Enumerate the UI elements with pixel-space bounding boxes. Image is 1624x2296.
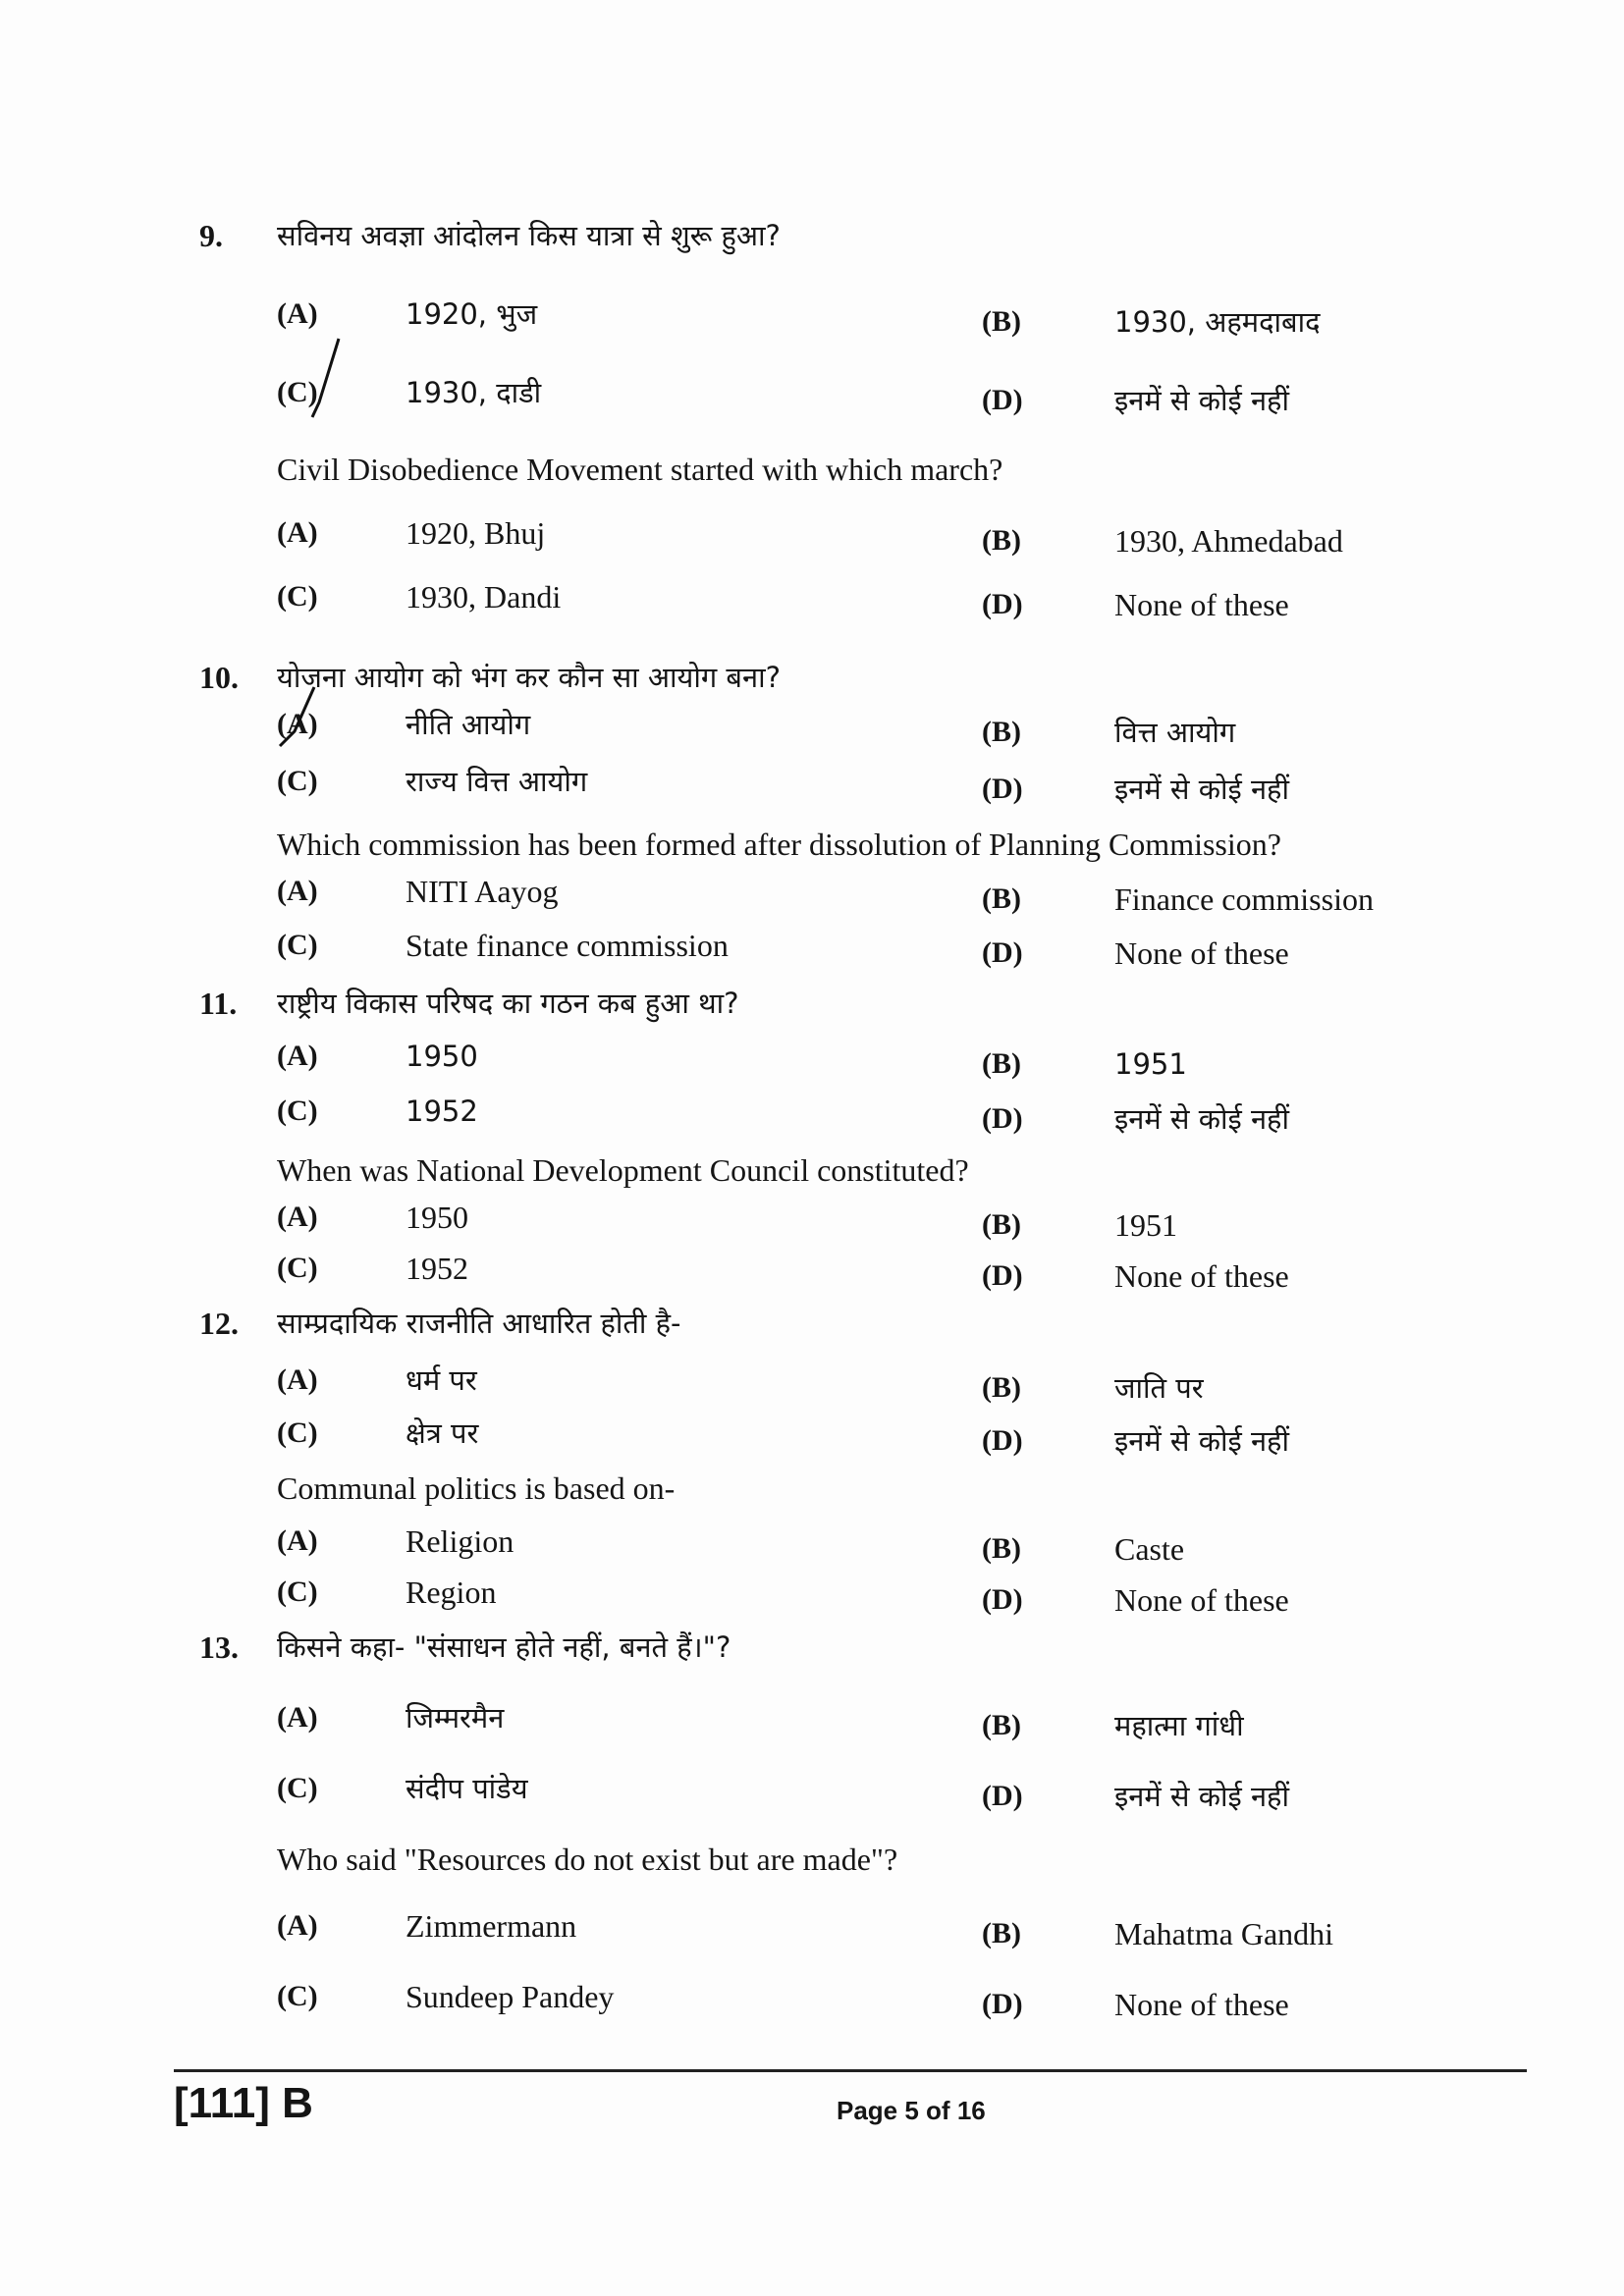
option-label: (C) xyxy=(277,1772,318,1804)
tick-mark-icon xyxy=(312,339,339,417)
option-hindi-b: 1930, अहमदाबाद xyxy=(1114,305,1321,339)
option-english-c: State finance commission xyxy=(406,928,729,963)
option-label: (D) xyxy=(982,588,1023,620)
option-hindi-c: क्षेत्र पर xyxy=(406,1416,479,1450)
question-text-hindi: सविनय अवज्ञा आंदोलन किस यात्रा से शुरू हुआ? xyxy=(277,219,781,252)
question-text-english: Civil Disobedience Movement started with which march? xyxy=(277,452,1003,487)
option-english-c: 1952 xyxy=(406,1251,468,1286)
question-number: 10. xyxy=(199,660,239,695)
option-hindi-a: धर्म पर xyxy=(406,1363,477,1397)
option-english-a: 1920, Bhuj xyxy=(406,515,546,551)
option-hindi-b: महात्मा गांधी xyxy=(1114,1709,1244,1742)
option-hindi-c: 1952 xyxy=(406,1095,478,1128)
option-english-b: Finance commission xyxy=(1114,881,1374,917)
option-label: (B) xyxy=(982,305,1021,338)
option-hindi-d: इनमें से कोई नहीं xyxy=(1114,384,1289,417)
option-hindi-a: नीति आयोग xyxy=(406,708,531,741)
option-label: (A) xyxy=(277,708,318,740)
option-label: (A) xyxy=(277,1909,318,1942)
option-label: (C) xyxy=(277,929,318,961)
question-text-hindi: योजना आयोग को भंग कर कौन सा आयोग बना? xyxy=(277,661,781,694)
question-number: 13. xyxy=(199,1629,239,1665)
option-english-b: Caste xyxy=(1114,1531,1185,1567)
footer-divider xyxy=(174,2069,1527,2072)
option-label: (C) xyxy=(277,1252,318,1284)
option-label: (D) xyxy=(982,1780,1023,1812)
question-text-english: Who said "Resources do not exist but are made"? xyxy=(277,1842,898,1877)
question-number: 11. xyxy=(199,986,238,1021)
option-label: (B) xyxy=(982,1208,1021,1241)
option-label: (C) xyxy=(277,580,318,613)
option-hindi-c: संदीप पांडेय xyxy=(406,1772,528,1805)
option-label: (D) xyxy=(982,1583,1023,1616)
question-text-hindi: साम्प्रदायिक राजनीति आधारित होती है- xyxy=(277,1307,681,1340)
option-hindi-d: इनमें से कोई नहीं xyxy=(1114,773,1289,806)
option-english-a: Zimmermann xyxy=(406,1908,577,1944)
option-label: (D) xyxy=(982,773,1023,805)
option-english-a: Religion xyxy=(406,1523,514,1559)
option-label: (B) xyxy=(982,1917,1021,1949)
option-english-c: 1930, Dandi xyxy=(406,579,562,614)
option-label: (A) xyxy=(277,1363,318,1396)
option-label: (C) xyxy=(277,765,318,797)
question-text-english: Which commission has been formed after dissolution of Planning Commission? xyxy=(277,827,1281,862)
option-english-d: None of these xyxy=(1114,1987,1289,2022)
option-label: (D) xyxy=(982,1424,1023,1457)
option-label: (B) xyxy=(982,1532,1021,1565)
option-label: (C) xyxy=(277,1416,318,1449)
option-hindi-a: 1950 xyxy=(406,1040,478,1073)
option-english-b: 1951 xyxy=(1114,1207,1177,1243)
page-number: Page 5 of 16 xyxy=(837,2096,986,2125)
option-english-b: 1930, Ahmedabad xyxy=(1114,523,1343,559)
option-english-c: Region xyxy=(406,1575,497,1610)
option-label: (A) xyxy=(277,297,318,330)
option-hindi-a: 1920, भुज xyxy=(406,297,538,331)
option-label: (A) xyxy=(277,1524,318,1557)
option-hindi-d: इनमें से कोई नहीं xyxy=(1114,1780,1289,1813)
question-text-hindi: राष्ट्रीय विकास परिषद का गठन कब हुआ था? xyxy=(277,987,739,1020)
option-hindi-d: इनमें से कोई नहीं xyxy=(1114,1424,1289,1458)
option-hindi-b: 1951 xyxy=(1114,1047,1187,1081)
option-label: (B) xyxy=(982,524,1021,557)
option-label: (B) xyxy=(982,882,1021,915)
option-label: (C) xyxy=(277,1980,318,2012)
question-number: 12. xyxy=(199,1306,239,1341)
option-label: (A) xyxy=(277,875,318,907)
option-hindi-c: 1930, दाडी xyxy=(406,376,542,409)
option-label: (C) xyxy=(277,376,318,408)
option-label: (C) xyxy=(277,1095,318,1127)
option-label: (A) xyxy=(277,1040,318,1072)
option-hindi-a: जिम्मरमैन xyxy=(406,1701,505,1735)
tick-mark-icon xyxy=(280,687,314,746)
question-number: 9. xyxy=(199,218,223,253)
option-hindi-b: वित्त आयोग xyxy=(1114,716,1236,749)
option-hindi-b: जाति पर xyxy=(1114,1371,1204,1405)
option-label: (A) xyxy=(277,1201,318,1233)
option-label: (B) xyxy=(982,1709,1021,1741)
option-label: (B) xyxy=(982,1371,1021,1404)
option-label: (D) xyxy=(982,384,1023,416)
option-english-b: Mahatma Gandhi xyxy=(1114,1916,1334,1951)
option-label: (D) xyxy=(982,1259,1023,1292)
question-text-english: When was National Development Council constituted? xyxy=(277,1152,969,1188)
option-label: (D) xyxy=(982,1102,1023,1135)
option-hindi-c: राज्य वित्त आयोग xyxy=(406,765,588,798)
option-english-d: None of these xyxy=(1114,587,1289,622)
option-label: (D) xyxy=(982,1988,1023,2020)
option-english-d: None of these xyxy=(1114,935,1289,971)
option-english-a: NITI Aayog xyxy=(406,874,559,909)
question-text-english: Communal politics is based on- xyxy=(277,1470,676,1506)
option-label: (D) xyxy=(982,936,1023,969)
option-english-c: Sundeep Pandey xyxy=(406,1979,615,2014)
option-english-a: 1950 xyxy=(406,1200,468,1235)
option-label: (C) xyxy=(277,1575,318,1608)
option-label: (B) xyxy=(982,716,1021,748)
option-english-d: None of these xyxy=(1114,1258,1289,1294)
option-label: (A) xyxy=(277,1701,318,1734)
question-text-hindi: किसने कहा- "संसाधन होते नहीं, बनते हैं।"? xyxy=(277,1630,731,1664)
option-label: (A) xyxy=(277,516,318,549)
option-hindi-d: इनमें से कोई नहीं xyxy=(1114,1102,1289,1136)
option-label: (B) xyxy=(982,1047,1021,1080)
paper-code: [111] B xyxy=(174,2079,313,2127)
option-english-d: None of these xyxy=(1114,1582,1289,1618)
